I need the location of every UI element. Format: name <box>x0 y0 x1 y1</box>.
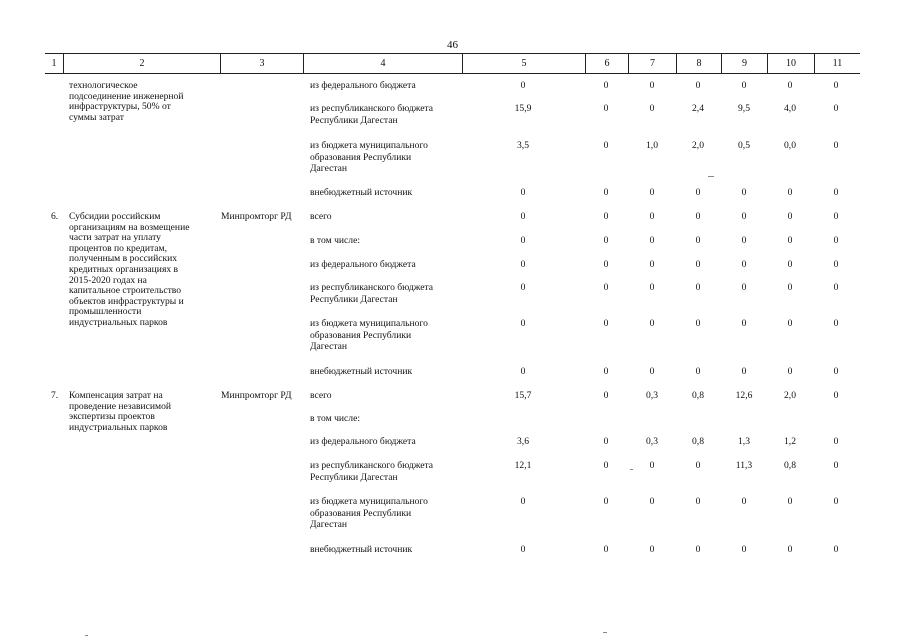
funding-source-line: Дагестан <box>310 341 348 352</box>
measure-name-line: экспертизы проектов <box>69 411 155 423</box>
value-col-8: 0 <box>695 544 701 555</box>
funding-source-line: Республики Дагестан <box>310 114 398 126</box>
value-col-5: 15,7 <box>514 390 532 401</box>
executor: Минпромторг РД <box>221 211 292 222</box>
measure-name-line: кредитных организациях в <box>69 264 179 275</box>
value-col-10: 0 <box>787 187 793 198</box>
value-col-8: 0,8 <box>692 390 704 401</box>
row-number: 6. <box>51 211 59 222</box>
scan-speck <box>630 469 633 470</box>
value-col-9: 0 <box>741 259 747 270</box>
funding-source-line: Дагестан <box>310 163 348 174</box>
value-col-8: 0 <box>695 460 701 471</box>
value-col-9: 0 <box>741 80 747 91</box>
value-col-6: 0 <box>603 187 609 198</box>
value-col-9: 0 <box>741 282 747 293</box>
value-col-10: 0 <box>787 80 793 91</box>
funding-source-line: образования Республики <box>310 507 412 519</box>
page-number: 46 <box>447 39 458 51</box>
funding-source-line: Республики Дагестан <box>310 293 398 305</box>
value-col-10: 0 <box>787 259 793 270</box>
value-col-9: 0 <box>741 187 747 198</box>
funding-source-line: из республиканского бюджета <box>310 282 434 293</box>
measure-name-line: инфраструктуры, 50% от <box>69 101 171 113</box>
value-col-6: 0 <box>603 544 609 555</box>
measure-name-line: организациям на возмещение <box>69 221 190 233</box>
value-col-8: 0 <box>695 366 701 377</box>
funding-source-line: образования Республики <box>310 329 412 341</box>
funding-source-line: из федерального бюджета <box>310 80 416 91</box>
value-col-9: 0 <box>741 235 747 246</box>
value-col-7: 0 <box>649 103 655 114</box>
value-col-9: 0 <box>741 544 747 555</box>
value-col-8: 0 <box>695 318 701 329</box>
measure-name-line: процентов по кредитам, <box>69 242 168 254</box>
value-col-5: 3,6 <box>517 436 529 447</box>
value-col-5: 0 <box>520 187 526 198</box>
value-col-7: 0 <box>649 187 655 198</box>
executor: Минпромторг РД <box>221 390 292 401</box>
value-col-6: 0 <box>603 390 609 401</box>
funding-source-line: Дагестан <box>310 519 348 530</box>
header-cell-10: 10 <box>767 54 814 73</box>
value-col-10: 0 <box>787 318 793 329</box>
value-col-10: 2,0 <box>784 390 796 401</box>
value-col-11: 0 <box>833 103 839 114</box>
value-col-10: 0 <box>787 211 793 222</box>
value-col-9: 0 <box>741 211 747 222</box>
value-col-11: 0 <box>833 436 839 447</box>
value-col-8: 0 <box>695 211 701 222</box>
value-col-6: 0 <box>603 103 609 114</box>
value-col-8: 0 <box>695 282 701 293</box>
measure-name-line: части затрат на уплату <box>69 232 161 244</box>
value-col-11: 0 <box>833 187 839 198</box>
header-cell-2: 2 <box>63 54 220 73</box>
funding-source-line: внебюджетный источник <box>310 187 413 198</box>
header-cell-5: 5 <box>462 54 585 73</box>
value-col-7: 0 <box>649 259 655 270</box>
value-col-8: 2,4 <box>692 103 704 114</box>
value-col-6: 0 <box>603 318 609 329</box>
value-col-10: 0 <box>787 366 793 377</box>
scan-speck <box>85 635 88 636</box>
funding-source-line: из республиканского бюджета <box>310 460 434 471</box>
value-col-9: 11,3 <box>735 460 753 471</box>
value-col-7: 1,0 <box>646 140 658 151</box>
header-cell-4: 4 <box>303 54 462 73</box>
funding-source-line: из бюджета муниципального <box>310 496 428 507</box>
scan-speck <box>708 176 714 177</box>
value-col-11: 0 <box>833 282 839 293</box>
funding-source-line: в том числе: <box>310 235 361 246</box>
value-col-9: 0 <box>741 366 747 377</box>
value-col-10: 4,0 <box>784 103 796 114</box>
value-col-5: 0 <box>520 211 526 222</box>
measure-name-line: суммы затрат <box>69 111 124 123</box>
value-col-7: 0 <box>649 80 655 91</box>
value-col-10: 0 <box>787 496 793 507</box>
measure-name-line: Субсидии российским <box>69 211 161 222</box>
value-col-5: 0 <box>520 366 526 377</box>
funding-source-line: всего <box>310 390 332 401</box>
value-col-7: 0 <box>649 496 655 507</box>
value-col-7: 0 <box>649 544 655 555</box>
value-col-5: 0 <box>520 235 526 246</box>
funding-source-line: из федерального бюджета <box>310 259 416 270</box>
value-col-5: 0 <box>520 80 526 91</box>
value-col-7: 0,3 <box>646 390 658 401</box>
header-cell-8: 8 <box>676 54 721 73</box>
value-col-5: 0 <box>520 318 526 329</box>
measure-name-line: промышленности <box>69 306 142 318</box>
value-col-10: 0 <box>787 544 793 555</box>
row-number: 7. <box>51 390 59 401</box>
measure-name-line: полученным в российских <box>69 253 178 265</box>
value-col-10: 0,0 <box>784 140 796 151</box>
value-col-9: 0 <box>741 496 747 507</box>
value-col-11: 0 <box>833 259 839 270</box>
value-col-6: 0 <box>603 80 609 91</box>
value-col-7: 0 <box>649 211 655 222</box>
value-col-11: 0 <box>833 390 839 401</box>
value-col-7: 0 <box>649 282 655 293</box>
value-col-11: 0 <box>833 318 839 329</box>
value-col-9: 9,5 <box>738 103 750 114</box>
value-col-10: 0 <box>787 282 793 293</box>
funding-source-line: из бюджета муниципального <box>310 318 428 329</box>
value-col-6: 0 <box>603 436 609 447</box>
value-col-6: 0 <box>603 211 609 222</box>
measure-name-line: 2015-2020 годах на <box>69 274 147 286</box>
funding-source-line: внебюджетный источник <box>310 366 413 377</box>
value-col-6: 0 <box>603 460 609 471</box>
header-cell-7: 7 <box>628 54 676 73</box>
value-col-6: 0 <box>603 140 609 151</box>
measure-name-line: индустриальных парков <box>69 317 168 328</box>
value-col-5: 15,9 <box>514 103 532 114</box>
header-cell-3: 3 <box>220 54 303 73</box>
measure-name-line: Компенсация затрат на <box>69 390 163 401</box>
value-col-5: 3,5 <box>517 140 529 151</box>
value-col-9: 1,3 <box>738 436 750 447</box>
measure-name-line: капитальное строительство <box>69 285 182 297</box>
value-col-6: 0 <box>603 259 609 270</box>
funding-source-line: из федерального бюджета <box>310 436 416 447</box>
value-col-11: 0 <box>833 80 839 91</box>
table-header-row <box>45 53 860 74</box>
header-cell-11: 11 <box>814 54 860 73</box>
scan-speck <box>603 632 607 633</box>
value-col-11: 0 <box>833 235 839 246</box>
value-col-11: 0 <box>833 460 839 471</box>
value-col-6: 0 <box>603 235 609 246</box>
header-cell-1: 1 <box>51 58 57 69</box>
value-col-10: 1,2 <box>784 436 796 447</box>
funding-source-line: всего <box>310 211 332 222</box>
value-col-10: 0,8 <box>784 460 796 471</box>
value-col-8: 2,0 <box>692 140 704 151</box>
value-col-6: 0 <box>603 282 609 293</box>
measure-name-line: объектов инфраструктуры и <box>69 295 184 307</box>
value-col-11: 0 <box>833 211 839 222</box>
measure-name-line: проведение независимой <box>69 400 172 412</box>
funding-source-line: внебюджетный источник <box>310 544 413 555</box>
header-cell-6: 6 <box>585 54 628 73</box>
value-col-7: 0 <box>649 460 655 471</box>
value-col-11: 0 <box>833 544 839 555</box>
value-col-8: 0,8 <box>692 436 704 447</box>
funding-source-line: в том числе: <box>310 413 361 424</box>
header-cell-9: 9 <box>721 54 767 73</box>
value-col-9: 0,5 <box>738 140 750 151</box>
value-col-6: 0 <box>603 366 609 377</box>
value-col-8: 0 <box>695 496 701 507</box>
value-col-11: 0 <box>833 140 839 151</box>
funding-source-line: образования Республики <box>310 151 412 163</box>
value-col-7: 0 <box>649 235 655 246</box>
value-col-8: 0 <box>695 259 701 270</box>
funding-source-line: из бюджета муниципального <box>310 140 428 151</box>
funding-source-line: Республики Дагестан <box>310 471 398 483</box>
value-col-11: 0 <box>833 366 839 377</box>
value-col-8: 0 <box>695 187 701 198</box>
value-col-11: 0 <box>833 496 839 507</box>
value-col-5: 0 <box>520 544 526 555</box>
value-col-7: 0 <box>649 366 655 377</box>
value-col-5: 12,1 <box>514 460 532 471</box>
value-col-5: 0 <box>520 282 526 293</box>
value-col-5: 0 <box>520 259 526 270</box>
value-col-7: 0,3 <box>646 436 658 447</box>
measure-name-line: подсоединение инженерной <box>69 90 184 102</box>
measure-name-line: технологическое <box>69 80 138 91</box>
value-col-5: 0 <box>520 496 526 507</box>
value-col-9: 12,6 <box>735 390 753 401</box>
value-col-10: 0 <box>787 235 793 246</box>
value-col-9: 0 <box>741 318 747 329</box>
measure-name-line: индустриальных парков <box>69 421 168 433</box>
value-col-8: 0 <box>695 80 701 91</box>
value-col-7: 0 <box>649 318 655 329</box>
funding-source-line: из республиканского бюджета <box>310 103 434 114</box>
value-col-8: 0 <box>695 235 701 246</box>
value-col-6: 0 <box>603 496 609 507</box>
